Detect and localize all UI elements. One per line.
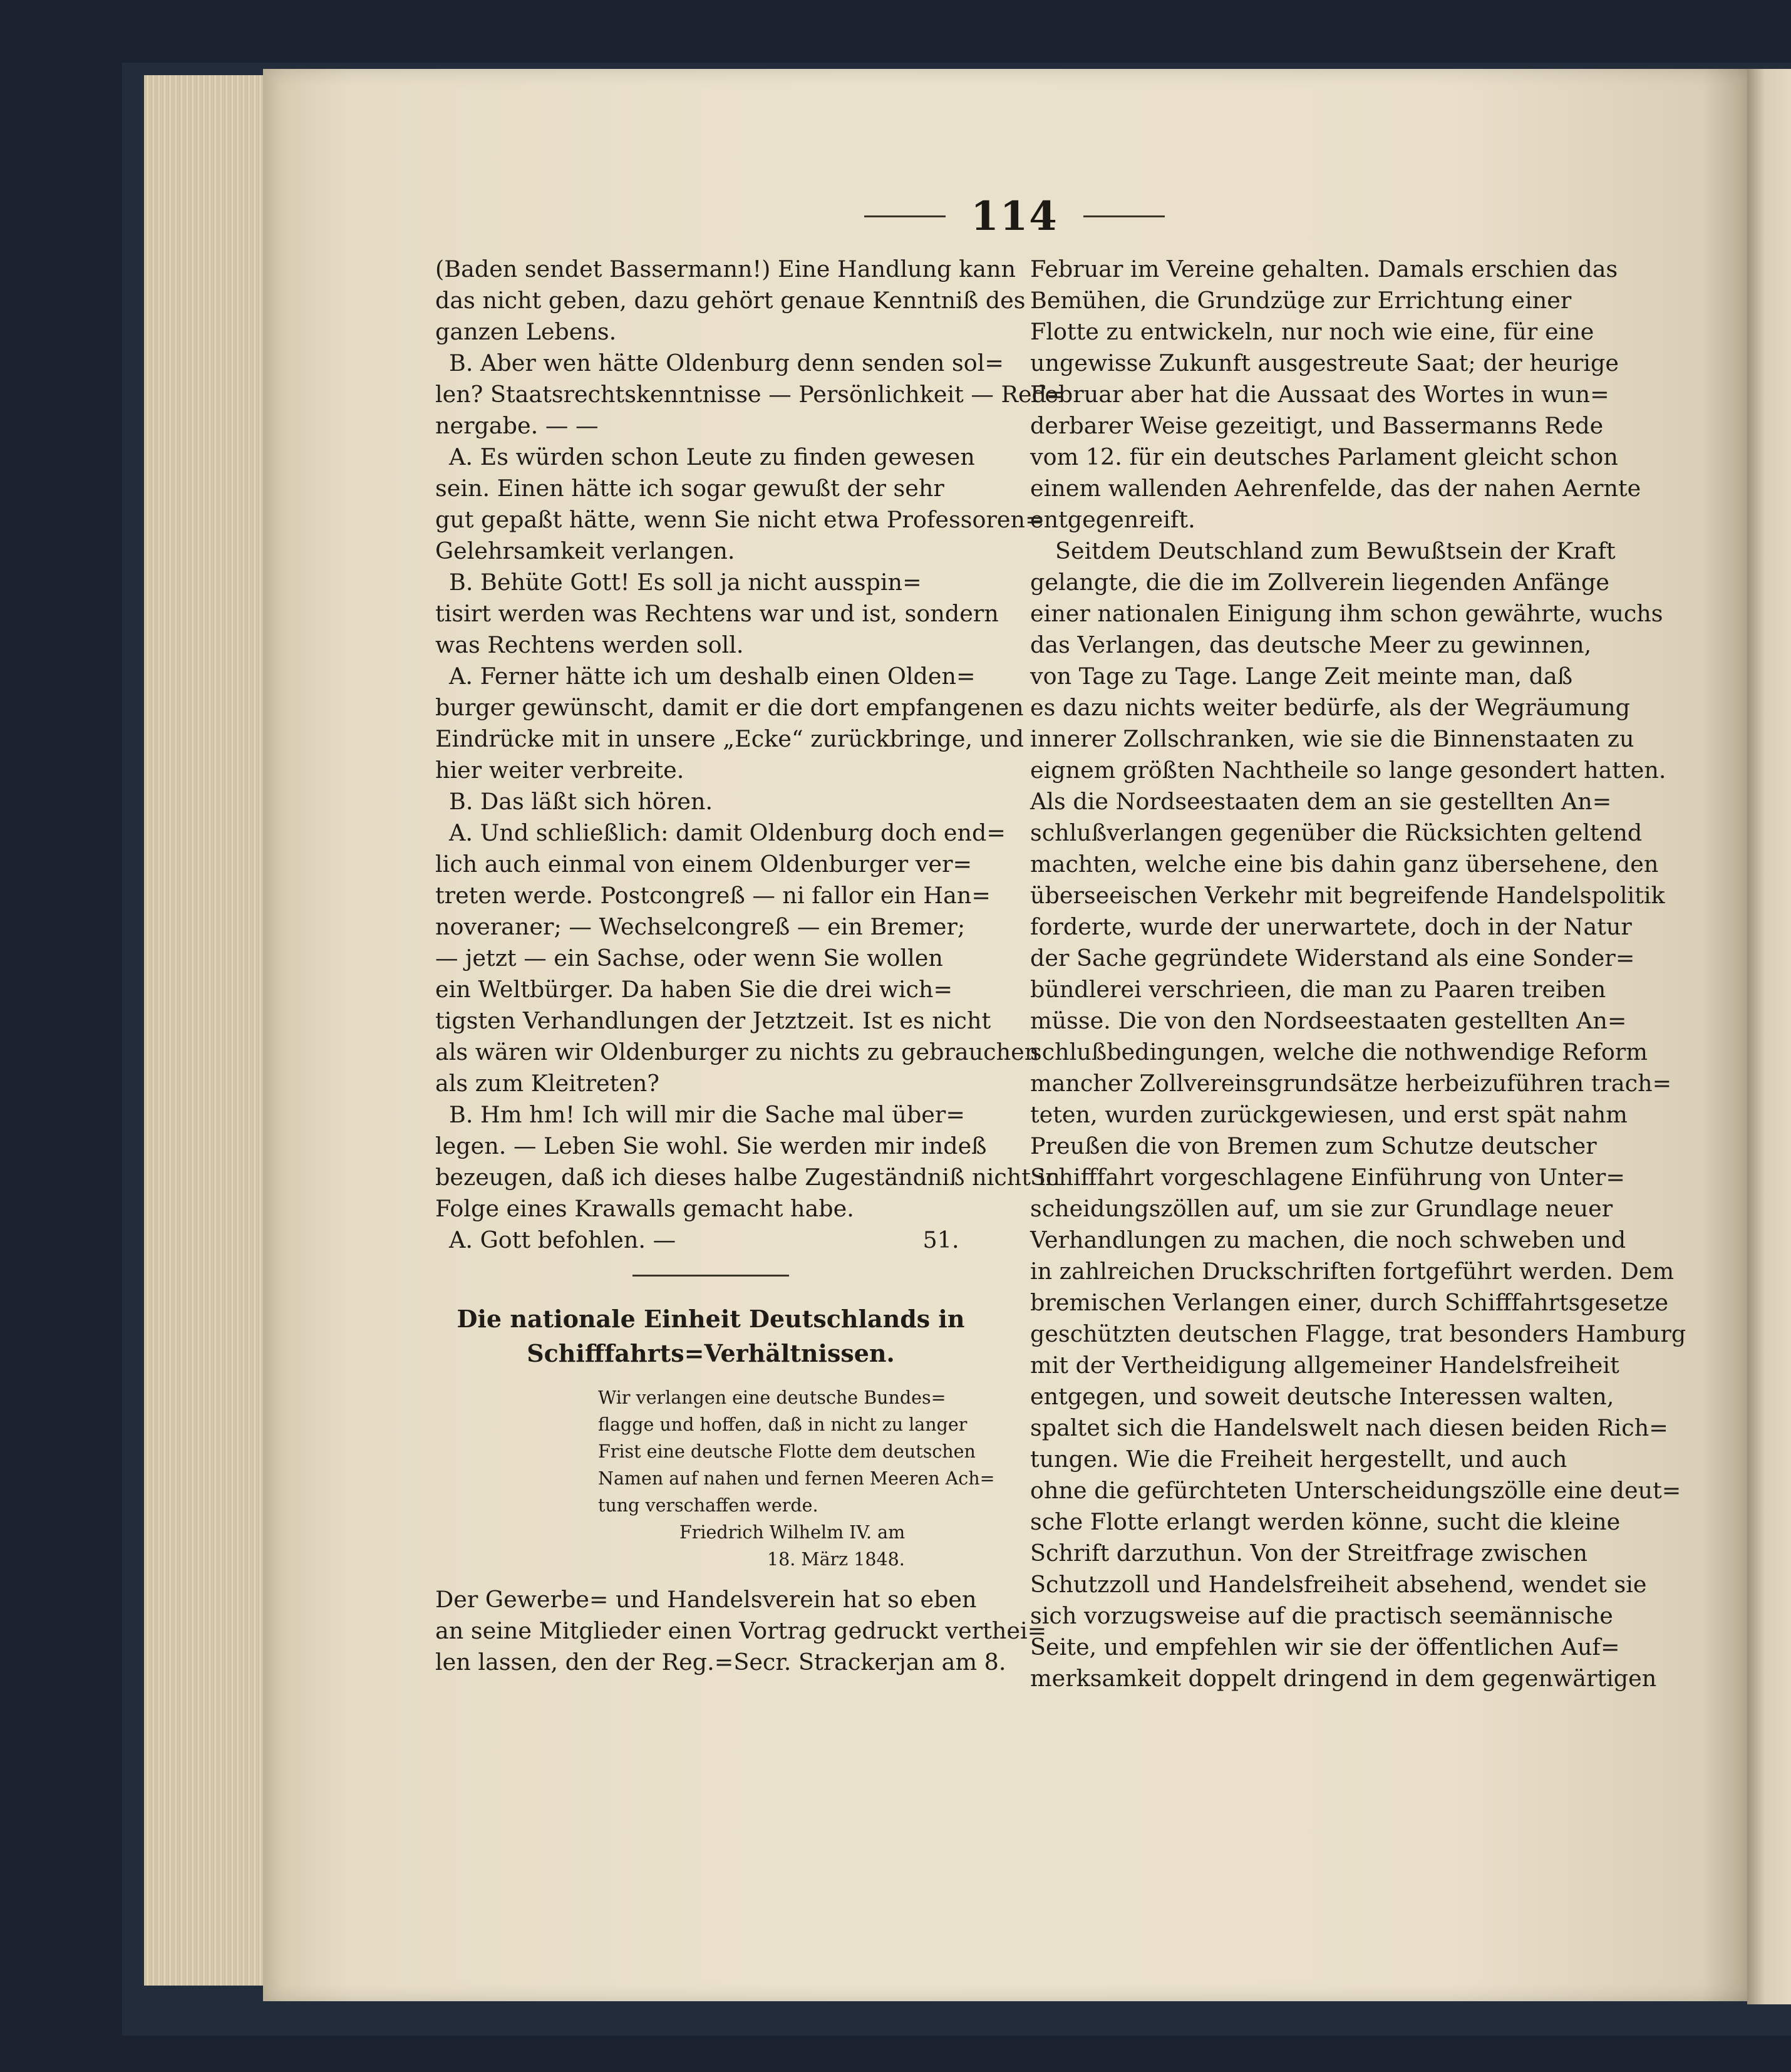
- text-line: Schrift darzuthun. Von der Streitfrage zwischen: [1030, 1540, 1587, 1567]
- article-body-continued: [1030, 254, 1686, 1694]
- text-line: — jetzt — ein Sachse, oder wenn Sie wollen: [435, 945, 943, 971]
- right-column: [1030, 254, 1686, 1694]
- text-line: Eindrücke mit in unsere „Ecke“ zurückbringe, und: [435, 725, 1025, 752]
- text-line: das nicht geben, dazu gehört genaue Kenntniß des: [435, 287, 1026, 314]
- article-body-start: [435, 1584, 1047, 1678]
- text-line: tisirt werden was Rechtens war und ist, sondern: [435, 600, 999, 627]
- text-line: burger gewünscht, damit er die dort empfangenen: [435, 694, 1024, 721]
- header-rule-left: [864, 215, 946, 217]
- text-line: schlußbedingungen, welche die nothwendige Reform: [1030, 1039, 1648, 1065]
- text-line: Folge eines Krawalls gemacht habe.: [435, 1195, 854, 1222]
- left-column: [435, 254, 1066, 1678]
- text-line: bündlerei verschrieen, die man zu Paaren treiben: [1030, 976, 1606, 1003]
- text-line: von Tage zu Tage. Lange Zeit meinte man, daß: [1030, 663, 1573, 690]
- text-line: Als die Nordseestaaten dem an sie gestellten An=: [1030, 788, 1612, 815]
- text-line: ohne die gefürchteten Unterscheidungszölle eine deut=: [1030, 1477, 1681, 1504]
- text-line: sich vorzugsweise auf die practisch seemännische: [1030, 1602, 1613, 1629]
- text-line: bezeugen, daß ich dieses halbe Zugeständniß nicht in: [435, 1164, 1060, 1191]
- text-line: der Sache gegründete Widerstand als eine Sonder=: [1030, 945, 1635, 971]
- text-line: entgegen, und soweit deutsche Interessen walten,: [1030, 1383, 1614, 1410]
- text-line: als wären wir Oldenburger zu nichts zu gebrauchen: [435, 1039, 1040, 1065]
- text-line: vom 12. für ein deutsches Parlament gleicht schon: [1030, 443, 1618, 470]
- text-line: A. Ferner hätte ich um deshalb einen Olden=: [449, 663, 976, 690]
- text-line: B. Hm hm! Ich will mir die Sache mal über=: [449, 1101, 965, 1128]
- motto-line: Wir verlangen eine deutsche Bundes=: [598, 1387, 946, 1408]
- text-line: sche Flotte erlangt werden könne, sucht die kleine: [1030, 1508, 1621, 1535]
- text-line: len lassen, den der Reg.=Secr. Strackerjan am 8.: [435, 1649, 1006, 1676]
- text-line: Seitdem Deutschland zum Bewußtsein der Kraft: [1055, 537, 1616, 564]
- text-line: forderte, wurde der unerwartete, doch in der Natur: [1030, 913, 1632, 940]
- text-line: B. Das läßt sich hören.: [449, 788, 713, 815]
- motto-line: Frist eine deutsche Flotte dem deutschen: [598, 1441, 976, 1462]
- text-line: innerer Zollschranken, wie sie die Binnenstaaten zu: [1030, 725, 1634, 752]
- facing-page-edge: [1747, 69, 1791, 2004]
- motto-line: flagge und hoffen, daß in nicht zu langer: [598, 1414, 968, 1435]
- text-line: an seine Mitglieder einen Vortrag gedruckt verthei=: [435, 1617, 1047, 1644]
- text-line: (Baden sendet Bassermann!) Eine Handlung kann: [435, 256, 1016, 282]
- text-line: einer nationalen Einigung ihm schon gewährte, wuchs: [1030, 600, 1663, 627]
- text-line: Bemühen, die Grundzüge zur Errichtung einer: [1030, 287, 1572, 314]
- text-line: merksamkeit doppelt dringend in dem gegenwärtigen: [1030, 1665, 1657, 1692]
- text-line: ein Weltbürger. Da haben Sie die drei wich=: [435, 976, 953, 1003]
- text-line: eignem größten Nachtheile so lange gesondert hatten.: [1030, 757, 1666, 784]
- text-line: Preußen die von Bremen zum Schutze deutscher: [1030, 1132, 1597, 1159]
- article-motto: [598, 1384, 995, 1573]
- text-line: müsse. Die von den Nordseestaaten gestellten An=: [1030, 1007, 1627, 1034]
- text-line: noveraner; — Wechselcongreß — ein Bremer;: [435, 913, 966, 940]
- text-line: B. Aber wen hätte Oldenburg denn senden sol=: [449, 350, 1004, 376]
- text-line: in zahlreichen Druckschriften fortgeführt werden. Dem: [1030, 1258, 1675, 1285]
- text-line: mit der Vertheidigung allgemeiner Handelsfreiheit: [1030, 1352, 1619, 1379]
- text-line: Februar im Vereine gehalten. Damals erschien das: [1030, 256, 1618, 282]
- text-line: lich auch einmal von einem Oldenburger ver=: [435, 851, 973, 878]
- text-line: spaltet sich die Handelswelt nach diesen beiden Rich=: [1030, 1414, 1668, 1441]
- text-line: mancher Zollvereinsgrundsätze herbeizuführen trach=: [1030, 1070, 1672, 1097]
- text-line: A. Und schließlich: damit Oldenburg doch end=: [449, 819, 1006, 846]
- article-headline: [435, 1302, 986, 1370]
- text-line: Gelehrsamkeit verlangen.: [435, 537, 735, 564]
- text-line: es dazu nichts weiter bedürfe, als der Wegräumung: [1030, 694, 1630, 721]
- text-line: derbarer Weise gezeitigt, und Bassermanns Rede: [1030, 412, 1604, 439]
- dialogue-text: [435, 254, 1066, 1256]
- text-line: bremischen Verlangen einer, durch Schifffahrtsgesetze: [1030, 1289, 1669, 1316]
- text-line: len? Staatsrechtskenntnisse — Persönlichkeit — Red=: [435, 381, 1066, 408]
- text-line: tigsten Verhandlungen der Jetztzeit. Ist es nicht: [435, 1007, 991, 1034]
- text-line: gut gepaßt hätte, wenn Sie nicht etwa Professoren=: [435, 506, 1045, 533]
- text-line: Februar aber hat die Aussaat des Wortes in wun=: [1030, 381, 1609, 408]
- text-line: teten, wurden zurückgewiesen, und erst spät nahm: [1030, 1101, 1628, 1128]
- text-line: Verhandlungen zu machen, die noch schweben und: [1030, 1226, 1626, 1253]
- text-line: tungen. Wie die Freiheit hergestellt, und auch: [1030, 1446, 1567, 1473]
- text-line: schlußverlangen gegenüber die Rücksichten geltend: [1030, 819, 1643, 846]
- text-line: Flotte zu entwickeln, nur noch wie eine, für eine: [1030, 318, 1594, 345]
- text-line: B. Behüte Gott! Es soll ja nicht ausspin=: [449, 569, 922, 596]
- page-header: [852, 194, 1177, 238]
- text-line: Der Gewerbe= und Handelsverein hat so eben: [435, 1586, 977, 1613]
- text-line: überseeischen Verkehr mit begreifende Handelspolitik: [1030, 882, 1665, 909]
- motto-author: Friedrich Wilhelm IV. am: [679, 1522, 906, 1543]
- text-line: treten werde. Postcongreß — ni fallor ein Han=: [435, 882, 991, 909]
- text-line: was Rechtens werden soll.: [435, 631, 744, 658]
- text-line: A. Es würden schon Leute zu finden gewesen: [449, 443, 975, 470]
- text-line: legen. — Leben Sie wohl. Sie werden mir indeß: [435, 1132, 987, 1159]
- text-line: scheidungszöllen auf, um sie zur Grundlage neuer: [1030, 1195, 1613, 1222]
- text-line: gelangte, die die im Zollverein liegenden Anfänge: [1030, 569, 1609, 596]
- motto-line: tung verschaffen werde.: [598, 1495, 818, 1516]
- page-number: 114: [971, 192, 1058, 240]
- motto-line: Namen auf nahen und fernen Meeren Ach=: [598, 1468, 995, 1489]
- text-line: einem wallenden Aehrenfelde, das der nahen Aernte: [1030, 475, 1641, 502]
- headline-line: Schifffahrts=Verhältnissen.: [527, 1339, 895, 1367]
- header-rule-right: [1083, 215, 1165, 217]
- text-line: ganzen Lebens.: [435, 318, 617, 345]
- section-separator: [632, 1275, 789, 1277]
- text-line: Schutzzoll und Handelsfreiheit absehend, wendet sie: [1030, 1571, 1647, 1598]
- text-line: sein. Einen hätte ich sogar gewußt der sehr: [435, 475, 944, 502]
- text-line: machten, welche eine bis dahin ganz übersehene, den: [1030, 851, 1659, 878]
- text-line: ungewisse Zukunft ausgestreute Saat; der heurige: [1030, 350, 1619, 376]
- text-line: als zum Kleitreten?: [435, 1070, 659, 1097]
- text-line: das Verlangen, das deutsche Meer zu gewinnen,: [1030, 631, 1592, 658]
- headline-line: Die nationale Einheit Deutschlands in: [457, 1305, 965, 1333]
- text-line: hier weiter verbreite.: [435, 757, 684, 784]
- text-line: nergabe. — —: [435, 412, 599, 439]
- text-line: Schifffahrt vorgeschlagene Einführung von Unter=: [1030, 1164, 1625, 1191]
- text-line: entgegenreift.: [1030, 506, 1195, 533]
- motto-date: 18. März 1848.: [767, 1549, 905, 1570]
- text-line: A. Gott befohlen. — 51.: [449, 1226, 959, 1253]
- text-line: geschützten deutschen Flagge, trat besonders Hamburg: [1030, 1320, 1686, 1347]
- text-line: Seite, und empfehlen wir sie der öffentlichen Auf=: [1030, 1634, 1620, 1660]
